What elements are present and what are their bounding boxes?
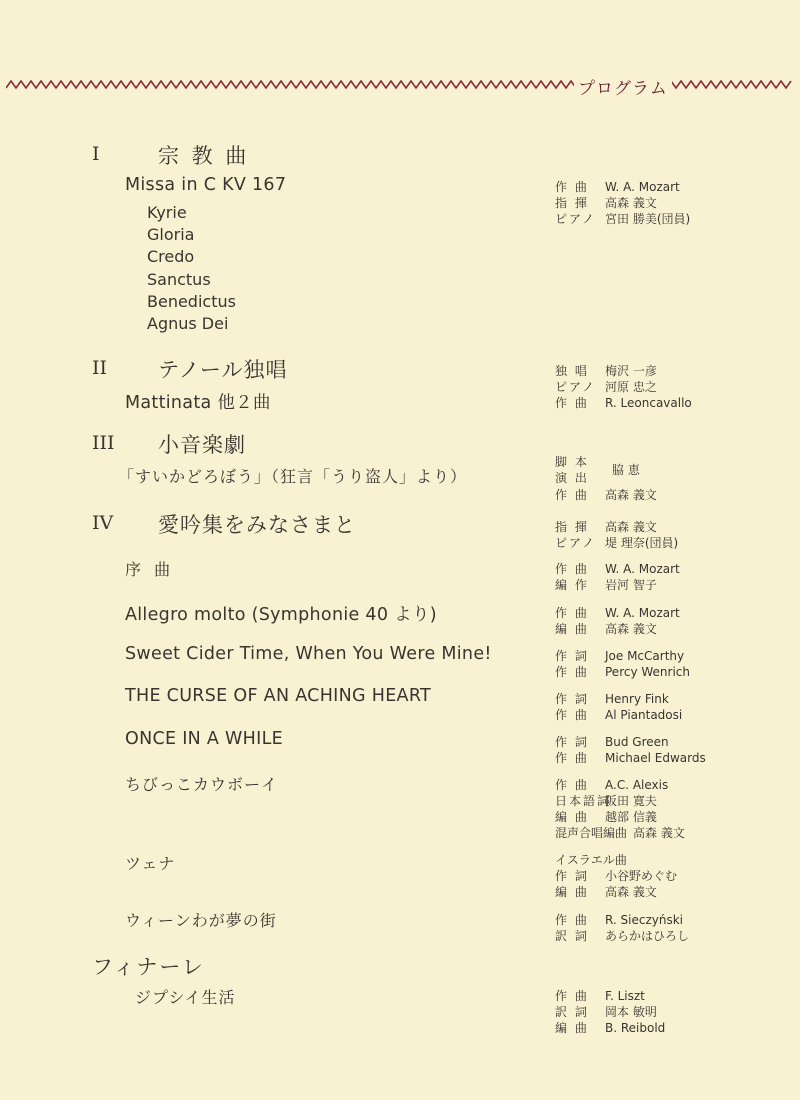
credit-line: 作 曲 R. Leoncavallo bbox=[555, 396, 692, 410]
credit-line: ピアノ 宮田 勝美(団員) bbox=[555, 212, 691, 226]
credit-line: 作 曲 高森 義文 bbox=[555, 488, 657, 502]
zigzag-rule bbox=[6, 78, 796, 92]
work-suika-dorobou: 「すいかどろぼう」（狂言「うり盗人」より） bbox=[118, 467, 468, 486]
credit-line: 訳 詞 岡本 敏明 bbox=[555, 1005, 657, 1019]
credit-line: 編 曲 高森 義文 bbox=[555, 885, 657, 899]
credit-line: 作 詞 Henry Fink bbox=[555, 692, 669, 706]
movement-item: Benedictus bbox=[147, 292, 236, 311]
credit-line: ピアノ 河原 忠之 bbox=[555, 380, 657, 394]
work-overture: 序 曲 bbox=[125, 560, 175, 579]
section-title-finale: フィナーレ bbox=[92, 955, 205, 979]
work-gypsy-life: ジプシイ生活 bbox=[135, 988, 236, 1007]
work-missa: Missa in C KV 167 bbox=[125, 175, 287, 195]
section-numeral-1: I bbox=[92, 143, 100, 165]
movement-item: Credo bbox=[147, 247, 195, 266]
credit-line: 指 揮 高森 義文 bbox=[555, 196, 657, 210]
credit-line: 作 曲 F. Liszt bbox=[555, 989, 645, 1003]
credit-name: 脇 恵 bbox=[612, 463, 640, 477]
credit-line: ピアノ 堤 理奈(団員) bbox=[555, 536, 679, 550]
work-tsuena: ツェナ bbox=[125, 854, 176, 873]
work-allegro: Allegro molto (Symphonie 40 より) bbox=[125, 605, 437, 625]
credit-line: 編 曲 越部 信義 bbox=[555, 810, 657, 824]
movement-item: Kyrie bbox=[147, 203, 187, 222]
credit-line: 訳 詞 あらかはひろし bbox=[555, 929, 690, 943]
section-title-music-drama: 小音楽劇 bbox=[158, 433, 246, 457]
credit-line: 編 作 岩河 智子 bbox=[555, 578, 657, 592]
movement-item: Sanctus bbox=[147, 270, 211, 289]
credit-line: 独 唱 梅沢 一彦 bbox=[555, 364, 657, 378]
movement-item: Agnus Dei bbox=[147, 314, 229, 333]
section-numeral-3: III bbox=[92, 432, 115, 454]
work-curse: THE CURSE OF AN ACHING HEART bbox=[125, 686, 431, 706]
credit-line: 作 曲 Al Piantadosi bbox=[555, 708, 683, 722]
credit-line: 作 曲 Michael Edwards bbox=[555, 751, 706, 765]
section-numeral-4: IV bbox=[92, 512, 114, 534]
credit-line: 脚 本 bbox=[555, 455, 589, 469]
credit-line: 作 詞 Bud Green bbox=[555, 735, 669, 749]
work-mattinata: Mattinata 他２曲 bbox=[125, 393, 271, 413]
movement-item: Gloria bbox=[147, 225, 195, 244]
credit-line: 作 詞 小谷野めぐむ bbox=[555, 869, 678, 883]
credit-line: 作 詞 Joe McCarthy bbox=[555, 649, 685, 663]
page-title: プログラム bbox=[574, 74, 672, 99]
section-title-religious: 宗 教 曲 bbox=[158, 144, 250, 168]
credit-line: 演 出 bbox=[555, 471, 589, 485]
work-chibikko-cowboy: ちびっこカウボーイ bbox=[125, 775, 279, 794]
credit-line: 作 曲 W. A. Mozart bbox=[555, 180, 680, 194]
credit-line: 指 揮 高森 義文 bbox=[555, 520, 657, 534]
work-wien: ウィーンわが夢の街 bbox=[125, 911, 277, 930]
credit-line: イスラエル曲 bbox=[555, 853, 627, 867]
credit-line: 作 曲 Percy Wenrich bbox=[555, 665, 690, 679]
credit-line: 日本語詞阪田 寛夫 bbox=[555, 794, 657, 808]
credit-line: 作 曲 R. Sieczyński bbox=[555, 913, 684, 927]
credit-line: 混声合唱編曲 高森 義文 bbox=[555, 826, 685, 840]
work-once-in-a-while: ONCE IN A WHILE bbox=[125, 729, 283, 749]
credit-line: 編 曲 B. Reibold bbox=[555, 1021, 666, 1035]
credit-line: 作 曲 W. A. Mozart bbox=[555, 606, 680, 620]
section-title-tenor: テノール独唱 bbox=[158, 358, 288, 382]
credit-line: 編 曲 高森 義文 bbox=[555, 622, 657, 636]
credit-line: 作 曲 A.C. Alexis bbox=[555, 778, 669, 792]
section-numeral-2: II bbox=[92, 357, 108, 379]
section-title-aiginshu: 愛吟集をみなさまと bbox=[158, 513, 356, 537]
work-sweet-cider: Sweet Cider Time, When You Were Mine! bbox=[125, 644, 492, 664]
credit-line: 作 曲 W. A. Mozart bbox=[555, 562, 680, 576]
